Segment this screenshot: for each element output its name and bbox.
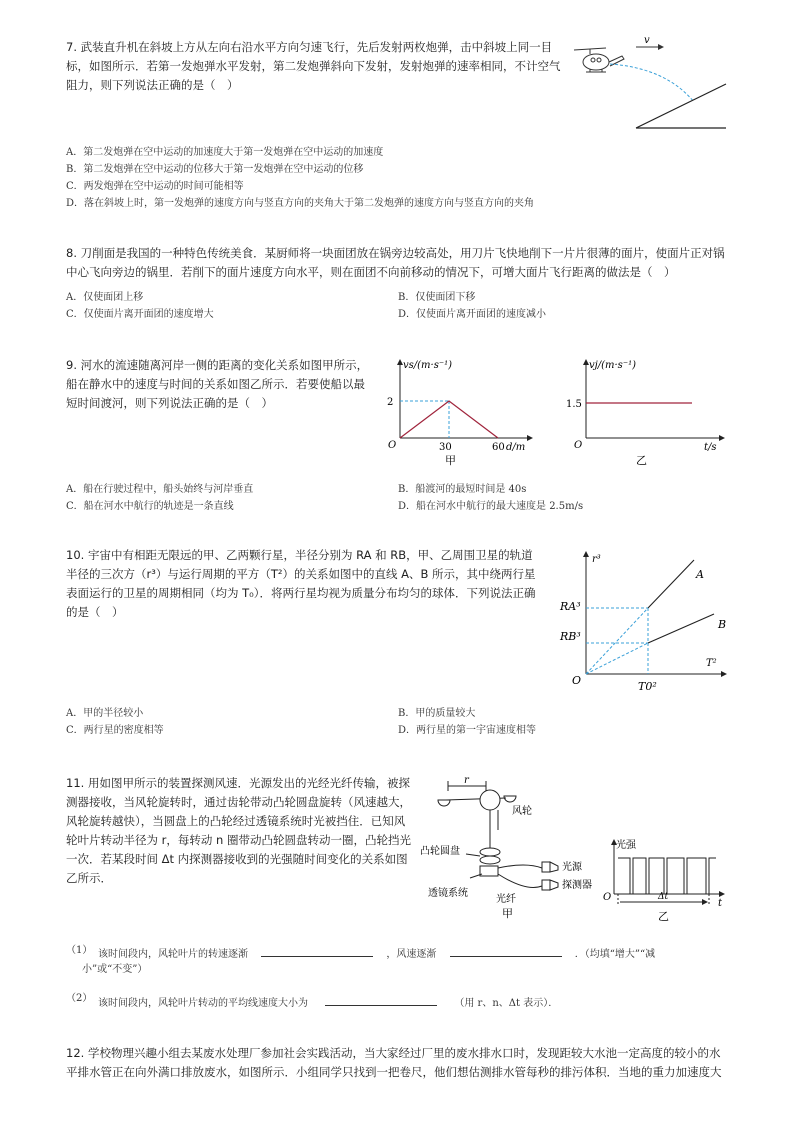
- q9-stem: 9. 河水的流速随离河岸一侧的距离的变化关系如图甲所示，船在静水中的速度与时间的关系如图乙所示．若要使船以最短时间渡河，则下列说法正确的是（ ）: [66, 358, 369, 410]
- q9-graph-b: [564, 356, 730, 468]
- q11-pulse-wave: [618, 858, 716, 894]
- q8-option-c[interactable]: C．仅使面片离开面团的速度增大: [66, 309, 214, 320]
- q7-stem: 7. 武装直升机在斜坡上方从左向右沿水平方向匀速飞行，先后发射两枚炮弹，击中斜坡上同一目标，如图所示．若第一发炮弹水平发射，第二发炮弹斜向下发射，发射炮弹的速率相同，不计空气阻力，则下列说法正确的是（ ）: [66, 40, 561, 92]
- q8-option-a[interactable]: A．仅使面团上移: [66, 292, 144, 303]
- q11-sub1-line2: 小”或“不变”）: [82, 964, 148, 975]
- q7-slope: [636, 84, 726, 128]
- q7-option-b[interactable]: B．第二发炮弹在空中运动的位移大于第一发炮弹在空中运动的位移: [66, 164, 364, 175]
- q9a-xlabel: d/m: [506, 442, 526, 453]
- q11-sub1-text-c: ．（均填“增大”“减: [574, 949, 656, 960]
- q9b-ytick: 1.5: [566, 399, 582, 410]
- q11-apparatus-figure: [416, 770, 612, 920]
- q7-option-c[interactable]: C．两发炮弹在空中运动的时间可能相等: [66, 181, 244, 192]
- q9-option-a[interactable]: A．船在行驶过程中，船头始终与河岸垂直: [66, 484, 254, 495]
- q10-ra-label: RA³: [560, 600, 581, 613]
- q11-light-source-label: 光源: [562, 862, 582, 873]
- q11-sub1-blank-1[interactable]: [261, 944, 373, 957]
- q7-option-a[interactable]: A．第二发炮弹在空中运动的加速度大于第一发炮弹在空中运动的加速度: [66, 147, 384, 158]
- q11-sub2-text-a: 该时间段内，风轮叶片转动的平均线速度大小为: [98, 998, 308, 1009]
- q8-option-b[interactable]: B．仅使面团下移: [398, 292, 476, 303]
- q11-lens-label: 透镜系统: [428, 888, 468, 899]
- q10-line-a-label: A: [696, 568, 704, 581]
- q11-t-label: t: [718, 898, 723, 909]
- q11-fiber-label: 光纤: [496, 894, 516, 905]
- q10-line-b: [648, 614, 714, 643]
- q12-stem: 12. 学校物理兴趣小组去某废水处理厂参加社会实践活动，当大家经过厂里的废水排水口时，发现距较大水池一定高度的较小的水平排水管正在向外满口排放废水，如图所示．小组同学只找到一把卷尺，他们想估测排水管每秒的排污体积．当地的重力加速度大: [66, 1046, 722, 1079]
- q10-option-d[interactable]: D．两行星的第一宇宙速度相等: [398, 725, 537, 736]
- q11-sub1-number: （1）: [66, 945, 93, 956]
- q9-option-d[interactable]: D．船在河水中航行的最大速度是 2.5m/s: [398, 501, 584, 512]
- q9a-xtick-30: 30: [439, 442, 452, 453]
- q11-sub2-line: [98, 993, 558, 1012]
- q10-graph: [558, 546, 736, 696]
- q9b-ylabel: vj/(m·s⁻¹): [589, 360, 637, 371]
- helicopter-icon: [574, 48, 624, 72]
- q10-line-b-label: B: [718, 618, 727, 631]
- q11-intensity-graph: [600, 836, 730, 924]
- q10-option-c[interactable]: C．两行星的密度相等: [66, 725, 164, 736]
- q11-sub2-blank[interactable]: [325, 993, 437, 1006]
- q11-dt-label: Δt: [658, 892, 669, 902]
- q9b-xlabel: t/s: [704, 442, 717, 453]
- q11-sub2-number: （2）: [66, 993, 93, 1004]
- q11-graph-origin: O: [603, 892, 612, 903]
- q7-option-d[interactable]: D．落在斜坡上时，第一发炮弹的速度方向与竖直方向的夹角大于第二发炮弹的速度方向与竖直方向的夹角: [66, 198, 535, 209]
- q11-stem: 11. 用如图甲所示的装置探测风速．光源发出的光经光纤传输，被探测器接收，当风轮旋转时，通过齿轮带动凸轮圆盘旋转（风速越大，风轮旋转越快），当圆盘上的凸轮经过透镜系统时光被挡住．已知风轮叶片转动半径为 r，每转动 n 圈带动凸轮圆盘转动一圈，凸轮挡光一次．若某段时间 Δt 内探测器接收到的光强随时间变化的关系如图乙所示．: [66, 776, 411, 885]
- q9-graph-a: [382, 356, 542, 468]
- q10-xlabel: T²: [706, 658, 717, 669]
- q11-r-label: r: [464, 775, 469, 786]
- q11-intensity-label: 光强: [616, 840, 636, 851]
- q11-sub2-text-b: （用 r、n、Δt 表示）．: [454, 998, 559, 1009]
- q11-caption-a: 甲: [502, 907, 513, 920]
- q8-option-d[interactable]: D．仅使面片离开面团的速度减小: [398, 309, 547, 320]
- q9a-origin: O: [388, 440, 397, 451]
- q9a-ylabel: vs/(m·s⁻¹): [403, 360, 453, 371]
- q7-helicopter-slope-figure: [566, 34, 730, 134]
- q10-t0-label: T0²: [638, 680, 657, 693]
- q9a-caption: 甲: [445, 454, 456, 467]
- q11-cam-label: 凸轮圆盘: [420, 846, 460, 857]
- q10-ylabel: r³: [592, 554, 601, 565]
- q10-option-b[interactable]: B．甲的质量较大: [398, 708, 476, 719]
- q9-option-c[interactable]: C．船在河水中航行的轨迹是一条直线: [66, 501, 234, 512]
- q11-wind-wheel-label: 风轮: [512, 806, 532, 817]
- q11-sub1-text-b: ，风速逐渐: [386, 949, 437, 960]
- q11-detector-label: 探测器: [562, 880, 592, 891]
- q10-rb-label: RB³: [560, 630, 581, 643]
- q7-trajectory: [610, 64, 694, 102]
- q10-line-a: [648, 560, 694, 608]
- q10-origin: O: [572, 674, 582, 687]
- q10-option-a[interactable]: A．甲的半径较小: [66, 708, 144, 719]
- q7-v-label: v: [644, 35, 650, 46]
- q11-sub1-text-a: 该时间段内，风轮叶片的转速逐渐: [98, 949, 248, 960]
- q11-caption-b: 乙: [658, 910, 669, 923]
- q10-stem: 10. 宇宙中有相距无限远的甲、乙两颗行星，半径分别为 RA 和 RB，甲、乙周围卫星的轨道半径的三次方（r³）与运行周期的平方（T²）的关系如图中的直线 A、B 所示，其中绕两行星表面运行的卫星的周期相同（均为 T₀）．将两行星均视为质量分布均匀的球体．下列说法正确的是（ ）: [66, 548, 536, 619]
- q9a-xtick-60: 60: [492, 442, 505, 453]
- q11-sub1-line1: [98, 944, 655, 963]
- q9a-ytick: 2: [387, 397, 394, 408]
- q9b-origin: O: [574, 440, 583, 451]
- q8-stem: 8. 刀削面是我国的一种特色传统美食．某厨师将一块面团放在锅旁边较高处，用刀片飞快地削下一片片很薄的面片，使面片正对锅中心飞向旁边的锅里．若削下的面片速度方向水平，则在面团不向前移动的情况下，可增大面片飞行距离的做法是（ ）: [66, 246, 725, 279]
- q9-option-b[interactable]: B．船渡河的最短时间是 40s: [398, 484, 527, 495]
- q11-sub1-blank-2[interactable]: [450, 944, 562, 957]
- q9b-caption: 乙: [636, 454, 647, 467]
